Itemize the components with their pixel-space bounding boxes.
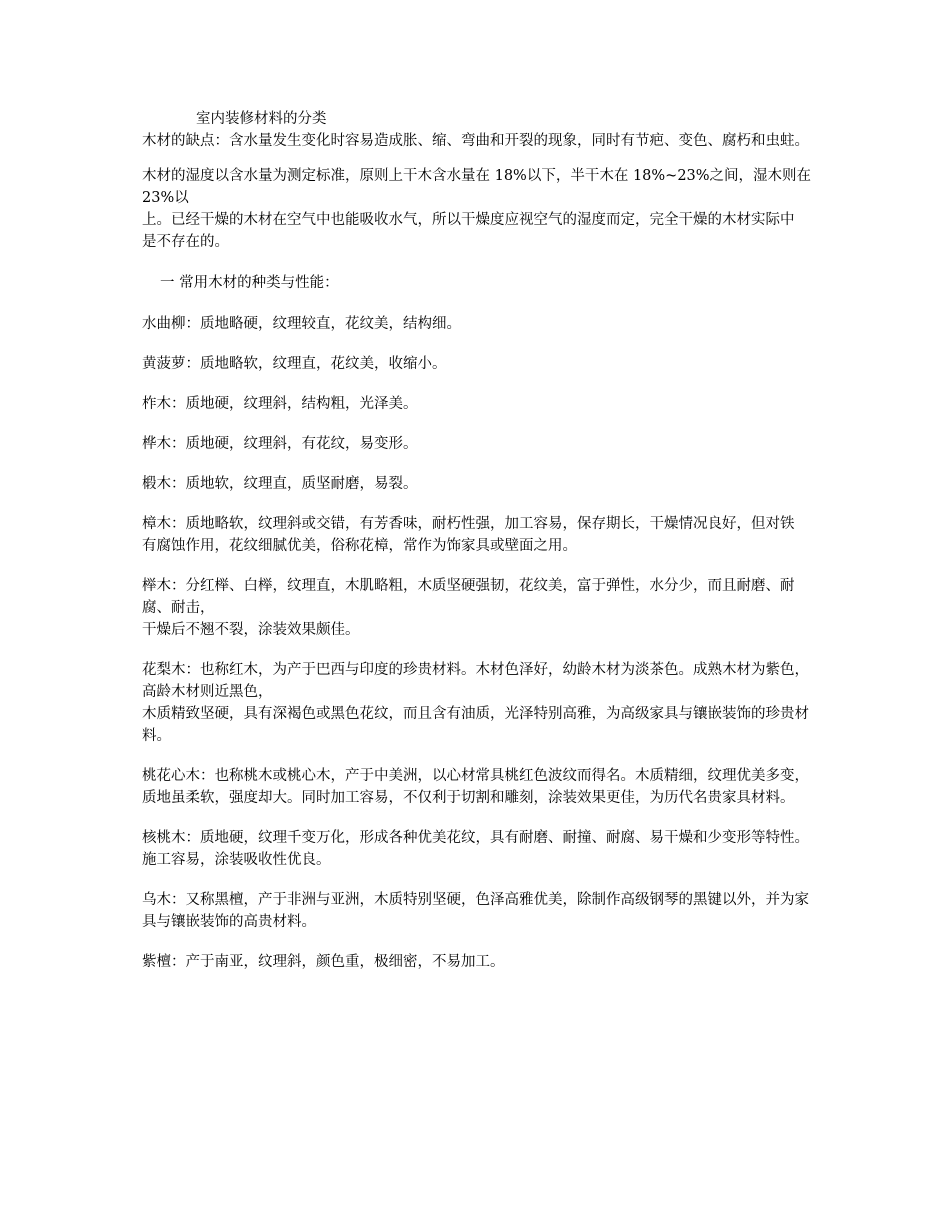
text-line: 上。已经干燥的木材在空气中也能吸收水气，所以干燥度应视空气的湿度而定，完全干燥的木材实际中	[142, 212, 795, 228]
wood-entry-zi-tan	[142, 951, 812, 973]
text-line: 乌木：又称黑檀，产于非洲与亚洲，木质特别坚硬，色泽高雅优美，除制作高级钢琴的黑键以外，并为家具与镶嵌装饰的高贵材料。	[142, 892, 809, 930]
text-line: 施工容易，涂装吸收性优良。	[142, 852, 331, 868]
wood-entry-huang-boluo	[142, 353, 812, 375]
wood-entry-shuiqu-liu	[142, 313, 812, 335]
text-line: 木材的缺点：含水量发生变化时容易造成胀、缩、弯曲和开裂的现象，同时有节疤、变色、腐朽和虫蛀。	[142, 133, 809, 149]
intro-paragraph-moisture	[142, 165, 812, 253]
wood-entry-wu-mu	[142, 889, 812, 933]
text-line: 椴木：质地软，纹理直，质坚耐磨，易裂。	[142, 476, 418, 492]
text-line: 紫檀：产于南亚，纹理斜，颜色重，极细密，不易加工。	[142, 954, 505, 970]
text-line: 是不存在的。	[142, 234, 229, 250]
wood-entry-zuo-mu	[142, 393, 812, 415]
text-line: 核桃木：质地硬，纹理千变万化，形成各种优美花纹，具有耐磨、耐撞、耐腐、易干燥和少变形等特性。	[142, 830, 809, 846]
text-line: 桃花心木：也称桃木或桃心木，产于中美洲，以心材常具桃红色波纹而得名。木质精细，纹理优美多变，	[142, 768, 809, 784]
document-page	[142, 108, 812, 973]
text-line: 花梨木：也称红木，为产于巴西与印度的珍贵材料。木材色泽好，幼龄木材为淡茶色。成熟木材为紫色，高龄木材则近黑色，	[142, 662, 809, 700]
text-line: 桦木：质地硬，纹理斜，有花纹，易变形。	[142, 436, 418, 452]
document-title: 室内装修材料的分类	[196, 111, 327, 127]
intro-paragraph-drawbacks	[142, 130, 812, 152]
text-line: 黄菠萝：质地略软，纹理直，花纹美，收缩小。	[142, 356, 447, 372]
wood-entry-duan-mu	[142, 473, 812, 495]
wood-entry-ju-mu	[142, 575, 812, 641]
text-line: 质地虽柔软，强度却大。同时加工容易，不仅利于切割和雕刻，涂装效果更佳，为历代名贵家具材料。	[142, 790, 795, 806]
wood-entry-taohuaxin-mu	[142, 765, 812, 809]
text-line: 柞木：质地硬，纹理斜，结构粗，光泽美。	[142, 396, 418, 412]
text-line: 榉木：分红榉、白榉，纹理直，木肌略粗，木质坚硬强韧，花纹美，富于弹性，水分少，而且耐磨、耐腐、耐击，	[142, 578, 795, 616]
wood-entry-hua-mu	[142, 433, 812, 455]
text-line: 木质精致坚硬，具有深褐色或黑色花纹，而且含有油质，光泽特别高雅，为高级家具与镶嵌装饰的珍贵材料。	[142, 706, 809, 744]
text-line: 干燥后不翘不裂，涂装效果颇佳。	[142, 622, 360, 638]
wood-entry-hetao-mu	[142, 827, 812, 871]
section-heading: 一 常用木材的种类与性能：	[160, 275, 339, 291]
text-line: 木材的湿度以含水量为测定标准，原则上干木含水量在 18%以下，半干木在 18%~23%之间，湿木则在 23%以	[142, 168, 812, 206]
text-line: 有腐蚀作用，花纹细腻优美，俗称花樟，常作为饰家具或壁面之用。	[142, 538, 577, 554]
wood-entry-zhang-mu	[142, 513, 812, 557]
text-line: 樟木：质地略软，纹理斜或交错，有芳香味，耐朽性强，加工容易，保存期长，干燥情况良好，但对铁	[142, 516, 795, 532]
wood-entry-huali-mu	[142, 659, 812, 747]
text-line: 水曲柳：质地略硬，纹理较直，花纹美，结构细。	[142, 316, 461, 332]
